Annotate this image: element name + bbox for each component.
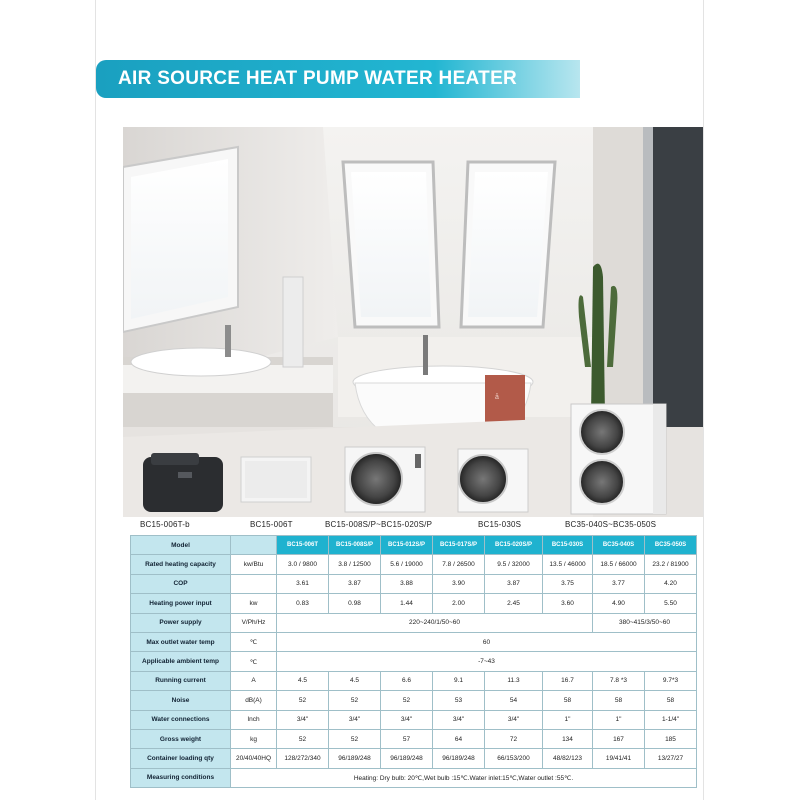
unit-bc15-030s bbox=[458, 449, 528, 512]
cell-value: 52 bbox=[381, 691, 433, 710]
cell-value: 66/153/200 bbox=[485, 749, 543, 768]
cell-unit: kw/Btu bbox=[231, 555, 277, 574]
caption-bc15-030s: BC15-030S bbox=[478, 520, 522, 529]
cell-value: 3.75 bbox=[543, 574, 593, 593]
cell-value: 16.7 bbox=[543, 671, 593, 690]
product-photo bbox=[123, 127, 703, 517]
row-running-current bbox=[131, 671, 697, 690]
cell-model: BC15-017S/P bbox=[433, 536, 485, 555]
cell-unit: Inch bbox=[231, 710, 277, 729]
cell-value: 3.61 bbox=[277, 574, 329, 593]
cell-label: Heating power input bbox=[131, 594, 231, 613]
cell-model: BC15-006T bbox=[277, 536, 329, 555]
bathroom-scene-illustration bbox=[123, 127, 703, 517]
cell-value: 13.5 / 46000 bbox=[543, 555, 593, 574]
cell-value: 5.50 bbox=[645, 594, 697, 613]
cell-value: 9.7*3 bbox=[645, 671, 697, 690]
row-model bbox=[131, 536, 697, 555]
cell-value: 3/4" bbox=[433, 710, 485, 729]
row-power-input bbox=[131, 594, 697, 613]
cell-value: Heating: Dry bulb: 20℃,Wet bulb :15℃.Water inlet:15℃,Water outlet :55℃. bbox=[231, 768, 697, 787]
unit-bc35-040-050 bbox=[571, 404, 666, 514]
cell-value: 72 bbox=[485, 729, 543, 748]
cell-value: 4.5 bbox=[277, 671, 329, 690]
unit-bc15-008-020 bbox=[345, 447, 425, 512]
cell-value: 3/4" bbox=[329, 710, 381, 729]
cell-value: 2.45 bbox=[485, 594, 543, 613]
cell-value: 3/4" bbox=[277, 710, 329, 729]
cell-value: 13/27/27 bbox=[645, 749, 697, 768]
cell-label: Running current bbox=[131, 671, 231, 690]
cell-unit bbox=[231, 574, 277, 593]
cell-unit: 20/40/40HQ bbox=[231, 749, 277, 768]
cell-value: 4.20 bbox=[645, 574, 697, 593]
cell-value: 19/41/41 bbox=[593, 749, 645, 768]
cell-value: 1" bbox=[543, 710, 593, 729]
cell-value: 9.1 bbox=[433, 671, 485, 690]
cell-value: 380~415/3/50~60 bbox=[593, 613, 697, 632]
cell-model: BC35-050S bbox=[645, 536, 697, 555]
cell-value: 96/189/248 bbox=[381, 749, 433, 768]
cell-value: 48/82/123 bbox=[543, 749, 593, 768]
cell-unit: V/Ph/Hz bbox=[231, 613, 277, 632]
cell-model: BC35-040S bbox=[593, 536, 645, 555]
cell-value: 4.90 bbox=[593, 594, 645, 613]
caption-bc15-008-020: BC15-008S/P~BC15-020S/P bbox=[325, 520, 433, 529]
row-ambient bbox=[131, 652, 697, 671]
cell-value: 0.98 bbox=[329, 594, 381, 613]
cell-value: 5.6 / 19000 bbox=[381, 555, 433, 574]
unit-bc15-006t-b bbox=[143, 453, 223, 512]
cell-value: 1" bbox=[593, 710, 645, 729]
row-capacity bbox=[131, 555, 697, 574]
cell-value: 52 bbox=[329, 729, 381, 748]
title-banner bbox=[96, 60, 580, 98]
cell-value: 128/272/340 bbox=[277, 749, 329, 768]
cell-model: BC15-030S bbox=[543, 536, 593, 555]
cell-value: 58 bbox=[645, 691, 697, 710]
cell-model: BC15-020S/P bbox=[485, 536, 543, 555]
cell-value: 3.77 bbox=[593, 574, 645, 593]
cell-value: 3.87 bbox=[485, 574, 543, 593]
cell-value: 3.0 / 9800 bbox=[277, 555, 329, 574]
cell-value: 3.88 bbox=[381, 574, 433, 593]
unit-bc15-006t bbox=[241, 457, 311, 502]
cell-value: 52 bbox=[277, 729, 329, 748]
cell-label: Max outlet water temp bbox=[131, 632, 231, 651]
cell-label: Noise bbox=[131, 691, 231, 710]
row-container bbox=[131, 749, 697, 768]
frame-line-right bbox=[703, 0, 704, 800]
cell-value: 60 bbox=[277, 632, 697, 651]
cell-unit bbox=[231, 536, 277, 555]
cell-value: 52 bbox=[277, 691, 329, 710]
cell-value: 3/4" bbox=[381, 710, 433, 729]
cell-value: 6.6 bbox=[381, 671, 433, 690]
cell-value: 0.83 bbox=[277, 594, 329, 613]
row-gross-weight bbox=[131, 729, 697, 748]
cell-value: 58 bbox=[543, 691, 593, 710]
cell-value: 3.8 / 12500 bbox=[329, 555, 381, 574]
cell-unit: ℃ bbox=[231, 632, 277, 651]
cell-unit: kg bbox=[231, 729, 277, 748]
cell-value: 1-1/4" bbox=[645, 710, 697, 729]
cell-unit: dB(A) bbox=[231, 691, 277, 710]
cell-model: BC15-008S/P bbox=[329, 536, 381, 555]
frame-line-left bbox=[95, 0, 96, 800]
caption-bc35-040-050: BC35-040S~BC35-050S bbox=[565, 520, 657, 529]
row-cop bbox=[131, 574, 697, 593]
cell-label: Gross weight bbox=[131, 729, 231, 748]
cell-label: COP bbox=[131, 574, 231, 593]
cell-model: BC15-012S/P bbox=[381, 536, 433, 555]
page-title: AIR SOURCE HEAT PUMP WATER HEATER bbox=[118, 68, 518, 89]
spec-table bbox=[130, 535, 697, 788]
cell-value: 23.2 / 81900 bbox=[645, 555, 697, 574]
cell-value: 54 bbox=[485, 691, 543, 710]
cell-label: Container loading qty bbox=[131, 749, 231, 768]
cell-label: Power supply bbox=[131, 613, 231, 632]
cell-value: 2.00 bbox=[433, 594, 485, 613]
cell-value: 52 bbox=[329, 691, 381, 710]
cell-label: Measuring conditions bbox=[131, 768, 231, 787]
cell-label: Model bbox=[131, 536, 231, 555]
row-water-connections bbox=[131, 710, 697, 729]
row-power-supply bbox=[131, 613, 697, 632]
cell-value: 220~240/1/50~60 bbox=[277, 613, 593, 632]
cell-unit: ℃ bbox=[231, 652, 277, 671]
cell-value: 185 bbox=[645, 729, 697, 748]
cell-value: 3.60 bbox=[543, 594, 593, 613]
cell-unit: A bbox=[231, 671, 277, 690]
cell-value: 7.8 / 26500 bbox=[433, 555, 485, 574]
cell-value: 57 bbox=[381, 729, 433, 748]
cell-value: 3/4" bbox=[485, 710, 543, 729]
caption-bc15-006t: BC15-006T bbox=[250, 520, 293, 529]
caption-bc15-006t-b: BC15-006T-b bbox=[140, 520, 190, 529]
cell-unit: kw bbox=[231, 594, 277, 613]
cell-label: Water connections bbox=[131, 710, 231, 729]
towel-text: å bbox=[495, 394, 499, 401]
cell-value: 3.90 bbox=[433, 574, 485, 593]
cell-value: 96/189/248 bbox=[433, 749, 485, 768]
row-measuring bbox=[131, 768, 697, 787]
cell-value: 7.8 *3 bbox=[593, 671, 645, 690]
cell-value: 53 bbox=[433, 691, 485, 710]
cell-value: 96/189/248 bbox=[329, 749, 381, 768]
cell-value: 18.5 / 66000 bbox=[593, 555, 645, 574]
row-noise bbox=[131, 691, 697, 710]
cell-value: 4.5 bbox=[329, 671, 381, 690]
cell-value: 167 bbox=[593, 729, 645, 748]
cell-label: Applicable ambient temp bbox=[131, 652, 231, 671]
cell-value: 134 bbox=[543, 729, 593, 748]
cell-value: 11.3 bbox=[485, 671, 543, 690]
row-max-outlet bbox=[131, 632, 697, 651]
cell-value: 9.5 / 32000 bbox=[485, 555, 543, 574]
cell-value: 58 bbox=[593, 691, 645, 710]
cell-value: 3.87 bbox=[329, 574, 381, 593]
cell-value: 64 bbox=[433, 729, 485, 748]
cell-value: -7~43 bbox=[277, 652, 697, 671]
cell-value: 1.44 bbox=[381, 594, 433, 613]
cell-label: Rated heating capacity bbox=[131, 555, 231, 574]
